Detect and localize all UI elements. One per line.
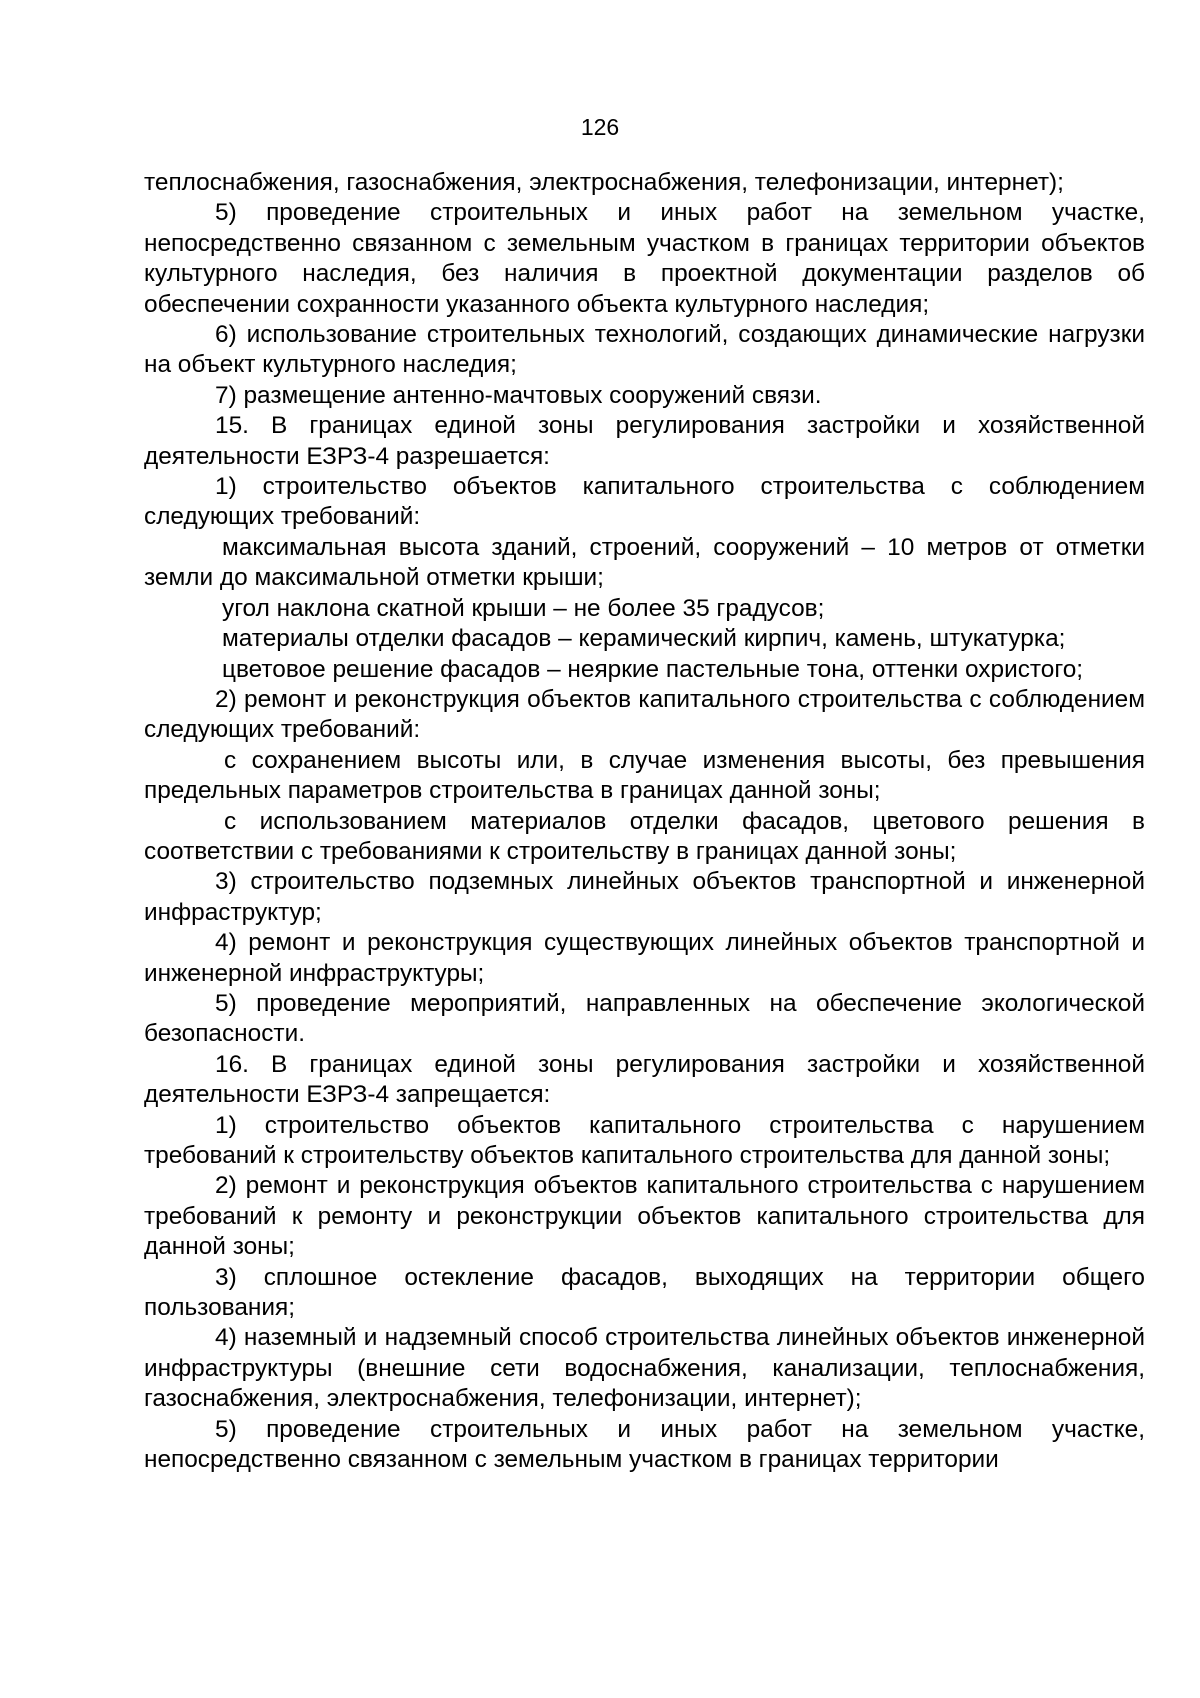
paragraph: 2) ремонт и реконструкция объектов капитального строительства с соблюдением следующих требований: — [144, 685, 1145, 744]
paragraph: 5) проведение строительных и иных работ на земельном участке, непосредственно связанном с земельным участком в границах территории — [144, 1415, 1145, 1474]
paragraph: цветовое решение фасадов – неяркие пастельные тона, оттенки охристого; — [222, 655, 1084, 683]
paragraph: 6) использование строительных технологий, создающих динамические нагрузки на объект культурного наследия; — [144, 321, 1145, 379]
paragraph: с использованием материалов отделки фасадов, цветового решения в соответствии с требованиями к строительству в границах данной зоны; — [144, 807, 1145, 865]
paragraph: 4) наземный и надземный способ строительства линейных объектов инженерной инфраструктуры (внешние сети водоснабжения, канализации, теплоснабжения, газоснабжения, электроснабжения, телефонизации, интернет); — [144, 1324, 1145, 1413]
paragraph: 3) сплошное остекление фасадов, выходящих на территории общего пользования; — [144, 1263, 1145, 1322]
paragraph: 1) строительство объектов капитального строительства с нарушением требований к строительству объектов капитального строительства для данной зоны; — [144, 1111, 1145, 1169]
paragraph: 3) строительство подземных линейных объектов транспортной и инженерной инфраструктур; — [144, 868, 1145, 926]
paragraph: 1) строительство объектов капитального строительства с соблюдением следующих требований: — [144, 473, 1145, 531]
paragraph: 15. В границах единой зоны регулирования застройки и хозяйственной деятельности ЕЗРЗ-4 разрешается: — [144, 412, 1145, 470]
paragraph: максимальная высота зданий, строений, сооружений – 10 метров от отметки земли до максимальной отметки крыши; — [144, 533, 1145, 592]
paragraph: теплоснабжения, газоснабжения, электроснабжения, телефонизации, интернет); — [144, 169, 1064, 196]
paragraph: материалы отделки фасадов – керамический кирпич, камень, штукатурка; — [222, 625, 1066, 653]
paragraph: 16. В границах единой зоны регулирования застройки и хозяйственной деятельности ЕЗРЗ-4 запрещается: — [144, 1050, 1145, 1109]
paragraph: 4) ремонт и реконструкция существующих линейных объектов транспортной и инженерной инфраструктуры; — [144, 929, 1145, 987]
paragraph: с сохранением высоты или, в случае изменения высоты, без превышения предельных параметров строительства в границах данной зоны; — [144, 746, 1145, 805]
page-number: 126 — [580, 114, 620, 140]
paragraph: 2) ремонт и реконструкция объектов капитального строительства с нарушением требований к ремонту и реконструкции объектов капитального строительства для данной зоны; — [144, 1172, 1145, 1261]
paragraph: 5) проведение мероприятий, направленных на обеспечение экологической безопасности. — [144, 989, 1145, 1048]
paragraph: 5) проведение строительных и иных работ на земельном участке, непосредственно связанном с земельным участком в границах территории объектов культурного наследия, без наличия в проектной документации разделов об обеспечении сохранности указанного объекта культурного наследия; — [144, 199, 1145, 318]
paragraph: 7) размещение антенно-мачтовых сооружений связи. — [215, 381, 822, 409]
document-text — [144, 168, 1145, 1475]
paragraph: угол наклона скатной крыши – не более 35 градусов; — [222, 594, 825, 622]
